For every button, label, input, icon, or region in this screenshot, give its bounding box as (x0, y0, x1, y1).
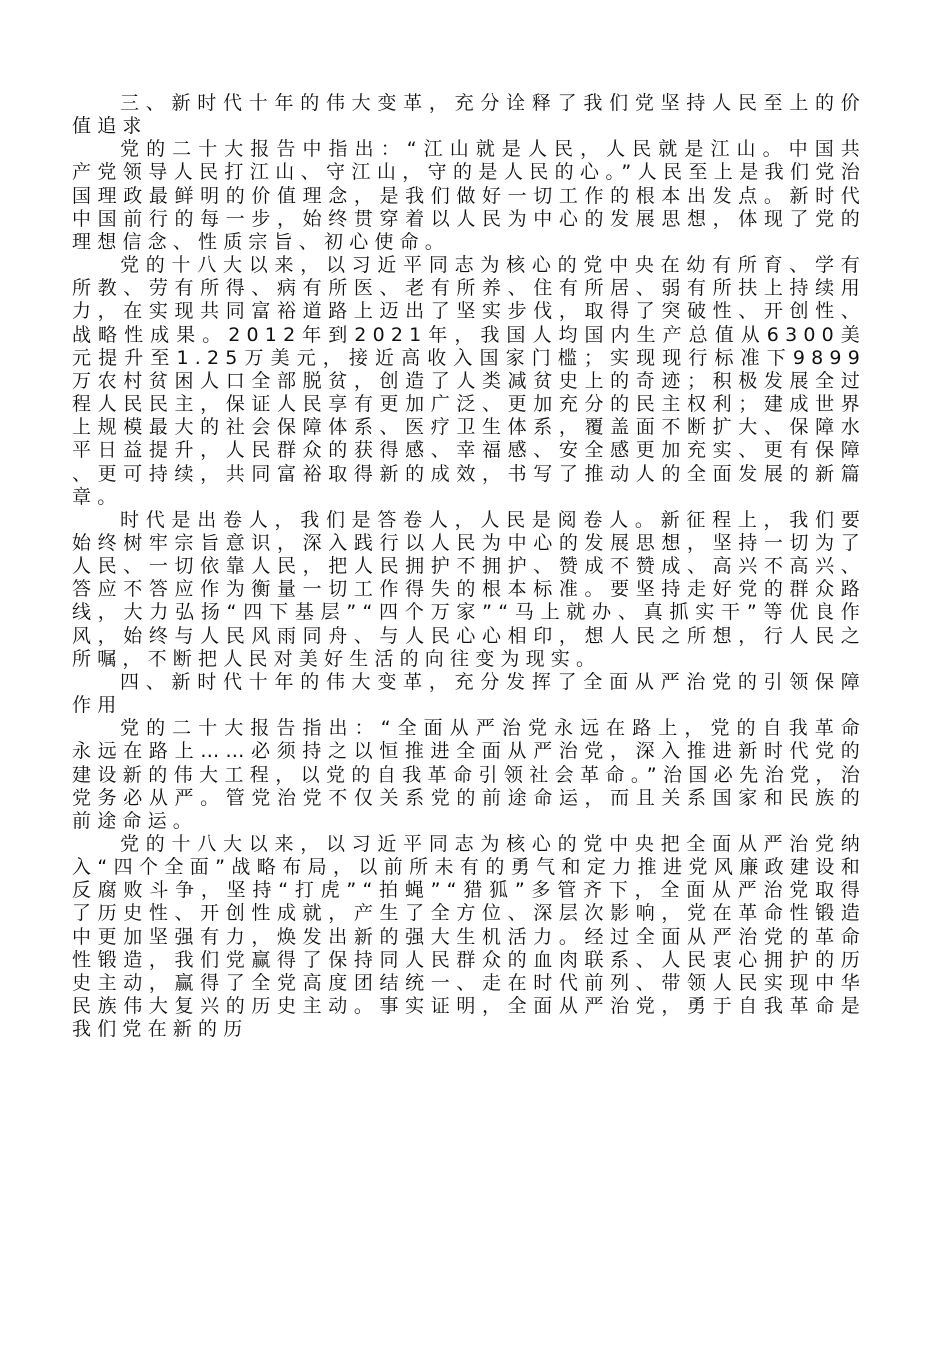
document-body (72, 92, 866, 1041)
paragraph: 党的二十大报告指出：“全面从严治党永远在路上，党的自我革命永远在路上……必须持之以恒推进全面从严治党，深入推进新时代党的建设新的伟大工程，以党的自我革命引领社会革命。”治国必先治党，治党务必从严。管党治党不仅关系党的前途命运，而且关系国家和民族的前途命运。 (72, 717, 866, 832)
paragraph: 党的二十大报告中指出：“江山就是人民，人民就是江山。中国共产党领导人民打江山、守江山，守的是人民的心。”人民至上是我们党治国理政最鲜明的价值理念，是我们做好一切工作的根本出发点。新时代中国前行的每一步，始终贯穿着以人民为中心的发展思想，体现了党的理想信念、性质宗旨、初心使命。 (72, 138, 866, 253)
section-heading-4: 四、新时代十年的伟大变革，充分发挥了全面从严治党的引领保障作用 (72, 670, 866, 717)
paragraph: 党的十八大以来，以习近平同志为核心的党中央在幼有所育、学有所教、劳有所得、病有所医、老有所养、住有所居、弱有所扶上持续用力，在实现共同富裕道路上迈出了坚实步伐，取得了突破性、开创性、战略性成果。2012年到2021年，我国人均国内生产总值从6300美元提升至1.25万美元，接近高收入国家门槛；实现现行标准下9899万农村贫困人口全部脱贫，创造了人类减贫史上的奇迹；积极发展全过程人民民主，保证人民享有更加广泛、更加充分的民主权利；建成世界上规模最大的社会保障体系、医疗卫生体系，覆盖面不断扩大、保障水平日益提升，人民群众的获得感、幸福感、安全感更加充实、更有保障、更可持续，共同富裕取得新的成效，书写了推动人的全面发展的新篇章。 (72, 254, 866, 508)
section-heading-3: 三、新时代十年的伟大变革，充分诠释了我们党坚持人民至上的价值追求 (72, 92, 866, 138)
paragraph: 时代是出卷人，我们是答卷人，人民是阅卷人。新征程上，我们要始终树牢宗旨意识，深入践行以人民为中心的发展思想，坚持一切为了人民、一切依靠人民，把人民拥护不拥护、赞成不赞成、高兴不高兴、答应不答应作为衡量一切工作得失的根本标准。要坚持走好党的群众路线，大力弘扬“四下基层”“四个万家”“马上就办、真抓实干”等优良作风，始终与人民风雨同舟、与人民心心相印，想人民之所想，行人民之所嘱，不断把人民对美好生活的向往变为现实。 (72, 508, 866, 670)
paragraph: 党的十八大以来，以习近平同志为核心的党中央把全面从严治党纳入“四个全面”战略布局，以前所未有的勇气和定力推进党风廉政建设和反腐败斗争，坚持“打虎”“拍蝇”“猎狐”多管齐下，全面从严治党取得了历史性、开创性成就，产生了全方位、深层次影响，党在革命性锻造中更加坚强有力，焕发出新的强大生机活力。经过全面从严治党的革命性锻造，我们党赢得了保持同人民群众的血肉联系、人民衷心拥护的历史主动，赢得了全党高度团结统一、走在时代前列、带领人民实现中华民族伟大复兴的历史主动。事实证明，全面从严治党，勇于自我革命是我们党在新的历 (72, 833, 866, 1041)
